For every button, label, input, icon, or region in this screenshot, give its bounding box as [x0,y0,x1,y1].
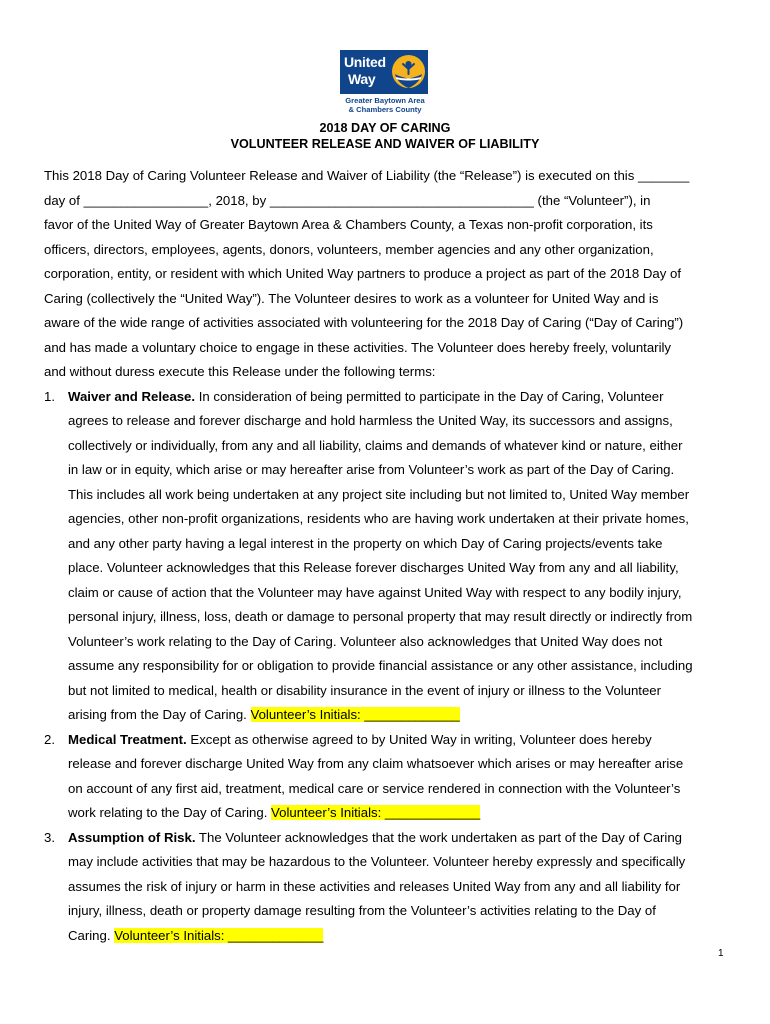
intro-line: officers, directors, employees, agents, donors, volunteers, member agencies and any other organization, [44,241,654,257]
clause-first-line [68,731,652,749]
clause-heading: Medical Treatment. [68,731,187,747]
clause-number: 3. [44,829,55,845]
document-title: 2018 DAY OF CARING [319,121,451,135]
page-number: 1 [718,948,724,959]
clause-text: The Volunteer acknowledges that the work undertaken as part of the Day of Caring [195,829,683,845]
intro-line: favor of the United Way of Greater Baytown Area & Chambers County, a Texas non-profit corporation, its [44,217,653,232]
clause-heading: Assumption of Risk. [68,829,196,845]
clause-line: claim or cause of action that the Volunteer may have against United Way with respect to any bodily injury, [68,584,682,600]
intro-line: corporation, entity, or resident with which United Way partners to produce a project as part of the 2018 Day of [44,266,681,281]
clause-first-line [68,388,664,406]
clause-number: 2. [44,731,55,747]
clause-line: on account of any first aid, treatment, medical care or service rendered in connection with the Volunteer’s [68,780,681,796]
clause-line: but not limited to medical, health or disability insurance in the event of injury or illness to the Volunteer [68,682,662,698]
clause-line: Volunteer’s work relating to the Day of Caring. Volunteer also acknowledges that United Way does not [68,633,663,649]
document-subtitle: VOLUNTEER RELEASE AND WAIVER OF LIABILITY [230,137,540,151]
logo-badge [340,50,428,94]
clause-first-line [68,829,682,847]
intro-line: and without duress execute this Release under the following terms: [44,364,436,379]
clause-last-line [68,706,460,724]
clause-line: collectively or individually, from any and all liability, claims and demands of whatever kind or nature, either [68,437,683,453]
intro-line: day of _________________, 2018, by ____________________________________ (the “Volunteer”), in [44,192,651,208]
clause-last-line [68,927,323,945]
volunteer-initials-field[interactable]: Volunteer’s Initials: _____________ [250,707,460,722]
clause-line: may include activities that may be hazardous to the Volunteer. Volunteer hereby expressly and specifically [68,854,686,869]
united-way-logo [340,50,428,118]
clause-line: This includes all work being undertaken at any project site including but not limited to, United Way member [68,486,690,502]
clause-text: work relating to the Day of Caring. [68,805,272,820]
logo-word-way: Way [348,71,376,87]
intro-line: aware of the wide range of activities associated with volunteering for the 2018 Day of Caring (“Day of Caring”) [44,315,684,330]
logo-word-united: United [344,54,386,70]
intro-line: Caring (collectively the “United Way”). The Volunteer desires to work as a volunteer for United Way and is [44,290,659,306]
intro-line: and has made a voluntary choice to engage in these activities. The Volunteer does hereby freely, voluntarily [44,339,672,355]
logo-subtitle-line2: & Chambers County [348,105,422,114]
clause-line: personal injury, illness, loss, death or damage to personal property that may result directly or indirectly from [68,609,693,624]
logo-subtitle-line1: Greater Baytown Area [345,96,425,105]
volunteer-initials-field[interactable]: Volunteer’s Initials: _____________ [114,927,324,943]
clause-line: assumes the risk of injury or harm in these activities and releases United Way from any and all liability for [68,878,681,894]
clause-line: assume any responsibility for or obligation to provide financial assistance or any other assistance, including [68,658,693,673]
clause-number: 1. [44,388,55,404]
clause-text: Caring. [68,927,115,943]
clause-line: in law or in equity, which arise or may hereafter arise from Volunteer’s work as part of the Day of Caring. [68,462,675,477]
clause-text: In consideration of being permitted to participate in the Day of Caring, Volunteer [195,388,664,404]
clause-text: Except as otherwise agreed to by United Way in writing, Volunteer does hereby [186,731,652,747]
clause-line: agrees to release and forever discharge and hold harmless the United Way, its successors and assigns, [68,413,673,428]
clause-last-line [68,804,480,822]
clause-line: release and forever discharge United Way from any claim whatsoever which arises or may hereafter arise [68,756,684,771]
clause-text: arising from the Day of Caring. [68,707,251,722]
hand-figure-icon [392,55,425,88]
intro-line: This 2018 Day of Caring Volunteer Release and Waiver of Liability (the “Release”) is executed on this _______ [44,168,690,183]
clause-heading: Waiver and Release. [68,388,196,404]
clause-line: agencies, other non-profit organizations, residents who are having work undertaken at their private homes, [68,511,689,526]
clause-line: and any other party having a legal interest in the property on which Day of Caring projects/events take [68,535,663,551]
clause-line: injury, illness, death or property damage resulting from the Volunteer’s activities relating to the Day of [68,903,656,918]
clause-line: place. Volunteer acknowledges that this Release forever discharges United Way from any and all liability, [68,560,679,575]
volunteer-initials-field[interactable]: Volunteer’s Initials: _____________ [271,805,481,820]
